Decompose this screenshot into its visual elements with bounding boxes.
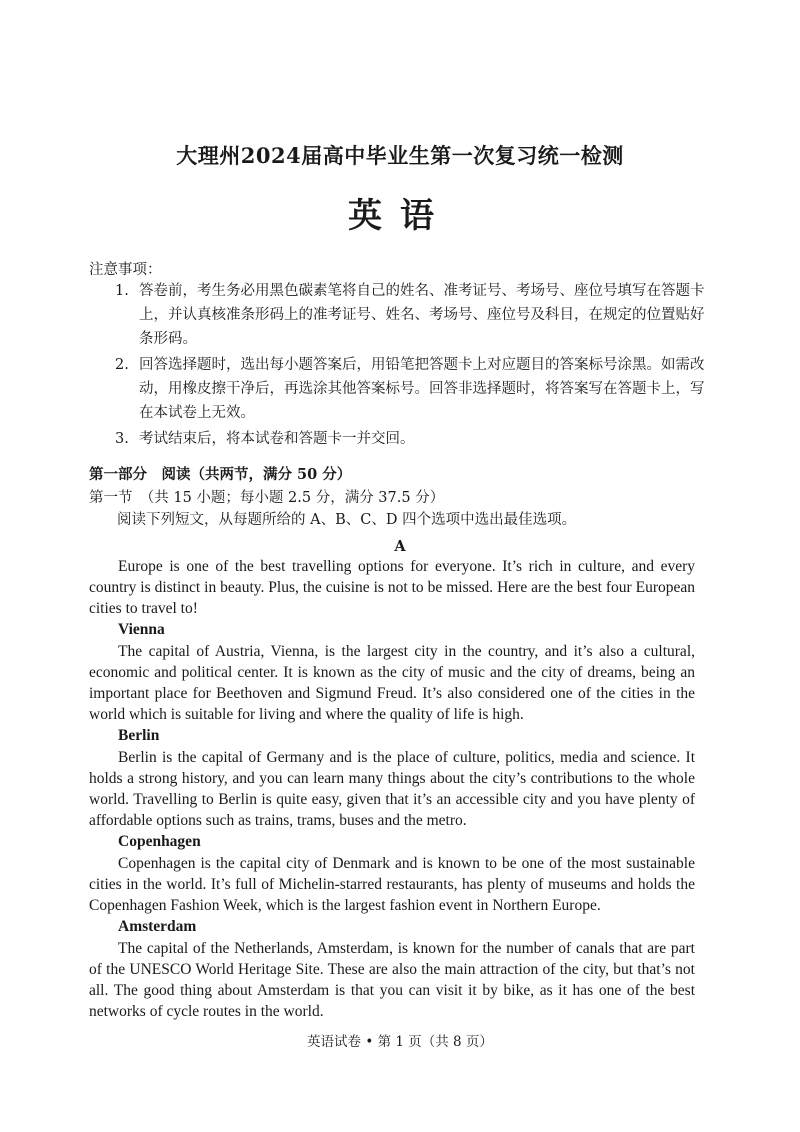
passage-a xyxy=(89,556,695,1022)
notice-heading: 注意事项： xyxy=(89,262,162,278)
notice-number: 1. xyxy=(115,283,129,299)
city-heading-copenhagen: Copenhagen xyxy=(118,833,201,850)
notice-item xyxy=(115,353,715,425)
passage-label: A xyxy=(394,538,406,555)
section-heading: 第一节 （共 15 小题；每小题 2.5 分，满分 37.5 分） xyxy=(89,490,445,506)
city-paragraph-copenhagen: Copenhagen is the capital city of Denmark and is known to be one of the most sustainable cities in the world. It’s full of Michelin-starred restaurants, has plenty of museums and holds the Copenhagen Fashion Week, which is the largest fashion event in Northern Europe. xyxy=(89,855,695,914)
part-heading: 第一部分 阅读（共两节，满分 50 分） xyxy=(89,466,352,483)
notice-text: 考试结束后，将本试卷和答题卡一并交回。 xyxy=(139,431,415,447)
notice-item xyxy=(115,279,715,351)
city-paragraph-berlin: Berlin is the capital of Germany and is the place of culture, politics, media and science. It holds a strong history, and you can learn many things about the city’s contributions to the whole world. Travelling to Berlin is quite easy, given that it’s an accessible city and you have plenty of affordable options such as trains, trams, buses and the metro. xyxy=(89,749,695,829)
city-paragraph-amsterdam: The capital of the Netherlands, Amsterdam, is known for the number of canals that are part of the UNESCO World Heritage Site. These are also the main attraction of the city, but that’s not all. The good thing about Amsterdam is that you can visit it by bike, as it has one of the best networks of cycle routes in the world. xyxy=(89,940,695,1020)
city-heading-berlin: Berlin xyxy=(118,727,160,744)
notice-text: 答卷前，考生务必用黑色碳素笔将自己的姓名、准考证号、考场号、座位号填写在答题卡上，并认真核准条形码上的准考证号、姓名、考场号、座位号及科目，在规定的位置贴好条形码。 xyxy=(139,283,705,347)
city-heading-vienna: Vienna xyxy=(118,621,165,638)
passage-intro: Europe is one of the best travelling options for everyone. It’s rich in culture, and every country is distinct in beauty. Plus, the cuisine is not to be missed. Here are the best four European cities to travel to! xyxy=(89,558,695,617)
subject-title: 英语 xyxy=(348,196,452,236)
notice-text: 回答选择题时，选出每小题答案后，用铅笔把答题卡上对应题目的答案标号涂黑。如需改动，用橡皮擦干净后，再选涂其他答案标号。回答非选择题时，将答案写在答题卡上，写在本试卷上无效。 xyxy=(139,357,705,421)
city-heading-amsterdam: Amsterdam xyxy=(118,918,197,935)
notice-number: 2. xyxy=(115,357,129,373)
notice-list xyxy=(115,279,715,453)
notice-item xyxy=(115,427,715,451)
notice-number: 3. xyxy=(115,431,129,447)
city-paragraph-vienna: The capital of Austria, Vienna, is the largest city in the country, and it’s also a cultural, economic and political center. It is known as the city of music and the city of dreams, being an important place for Beethoven and Sigmund Freud. It’s also considered one of the cities in the world which is suitable for living and where the quality of life is high. xyxy=(89,643,695,723)
exam-title: 大理州2024届高中毕业生第一次复习统一检测 xyxy=(176,143,624,168)
section-instruction: 阅读下列短文，从每题所给的 A、B、C、D 四个选项中选出最佳选项。 xyxy=(117,512,577,528)
page-footer: 英语试卷 • 第 1 页（共 8 页） xyxy=(307,1034,493,1050)
